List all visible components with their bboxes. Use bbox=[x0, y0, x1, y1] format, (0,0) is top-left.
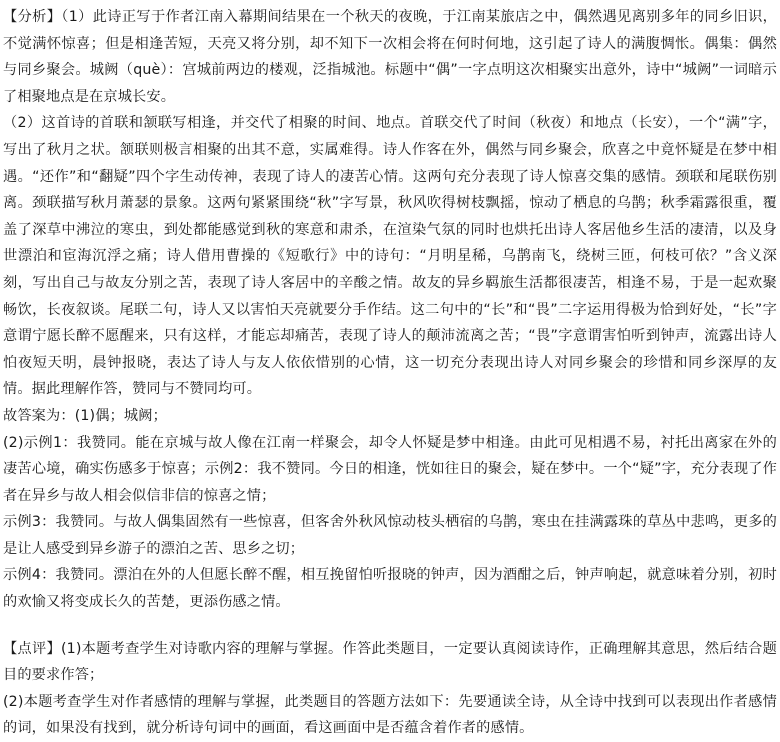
answer-example-4: 示例4：我赞同。漂泊在外的人但愿长醉不醒，相互挽留怕听报晓的钟声，因为酒酣之后，钟声响起，就意味着分别，初时的欢愉又将变成长久的苦楚，更添伤感之情。 bbox=[3, 567, 777, 611]
section-gap bbox=[3, 616, 777, 636]
answer-section bbox=[3, 403, 777, 616]
analysis-tag: 【分析】 bbox=[3, 9, 62, 25]
answer-intro: 故答案为：(1)偶；城阙； bbox=[3, 407, 167, 424]
analysis-paragraph-1 bbox=[3, 4, 777, 110]
comment-section bbox=[3, 636, 777, 742]
answer-example-3: 示例3：我赞同。与故人偶集固然有一些惊喜，但客舍外秋风惊动枝头栖宿的乌鹊，寒虫在挂满露珠的草丛中悲鸣，更多的是让人感受到异乡游子的漂泊之苦、思乡之切； bbox=[3, 514, 777, 557]
comment-paragraph-2: (2)本题考查学生对作者感情的理解与掌握，此类题目的答题方法如下：先要通读全诗，从全诗中找到可以表现出作者感情的词，如果没有找到，就分析诗句词中的画面，看这画面中是否蕴含着作者的感情。 bbox=[3, 693, 777, 737]
analysis-section bbox=[3, 4, 777, 403]
comment-paragraph-1: 【点评】(1)本题考查学生对诗歌内容的理解与掌握。作答此类题目，一定要认真阅读诗作，正确理解其意思，然后结合题目的要求作答； bbox=[3, 640, 777, 684]
analysis-paragraph-2: （2）这首诗的首联和颔联写相逢，并交代了相聚的时间、地点。首联交代了时间（秋夜）和地点（长安），一个“满”字，写出了秋月之状。颔联则极言相聚的出其不意，实属难得。诗人作客在外，偶然与同乡聚会，欣喜之中竟怀疑是在梦中相遇。“还作”和“翻疑”四个字生动传神，表现了诗人的凄苦心情。这两句充分表现了诗人惊喜交集的感情。颈联和尾联伤别离。颈联描写秋月萧瑟的景象。这两句紧紧围绕“秋”字写景，秋风吹得树枝飘摇，惊动了栖息的乌鹊；秋季霜露很重，覆盖了深草中沸泣的寒虫，到处都能感觉到秋的寒意和肃杀，在渲染气氛的同时也烘托出诗人客居他乡生活的凄清，以及身世漂泊和宦海沉浮之痛；诗人借用曹操的《短歌行》中的诗句：“月明星稀，乌鹊南飞，绕树三匝，何枝可依？”含义深刻，写出自己与故友分别之苦，表现了诗人客居中的辛酸之情。故友的异乡羁旅生活都很凄苦，相逢不易，于是一起欢聚畅饮，长夜叙谈。尾联二句，诗人又以害怕天亮就要分手作结。这二句中的“长”和“畏”二字运用得极为恰到好处，“长”字意谓宁愿长醉不愿醒来，只有这样，才能忘却痛苦，表现了诗人的颠沛流离之苦；“畏”字意谓害怕听到钟声，流露出诗人怕夜短天明，晨钟报晓，表达了诗人与友人依依惜别的心情，这一切充分表现出诗人对同乡聚会的珍惜和同乡深厚的友情。据此理解作答，赞同与不赞同均可。 bbox=[3, 115, 777, 398]
analysis-text-1: （1）此诗正写于作者江南入幕期间结果在一个秋天的夜晚，于江南某旅店之中，偶然遇见离别多年的同乡旧识，不觉满怀惊喜；但是相逢苦短，天亮又将分别，却不知下一次相会将在何时何地，这引起了诗人的满腹惆怅。偶集：偶然与同乡聚会。城阙（què）：宫城前两边的楼观，泛指城池。标题中“偶”一字点明这次相聚实出意外，诗中“城阙”一词暗示了相聚地点是在京城长安。 bbox=[3, 9, 777, 105]
answer-example-1-2: (2)示例1：我赞同。能在京城与故人像在江南一样聚会，却令人怀疑是梦中相逢。由此可见相遇不易，衬托出离家在外的凄苦心境，确实伤感多于惊喜；示例2：我不赞同。今日的相逢，恍如往日的聚会，疑在梦中。一个“疑”字，充分表现了作者在异乡与故人相会似信非信的惊喜之情； bbox=[3, 434, 777, 504]
